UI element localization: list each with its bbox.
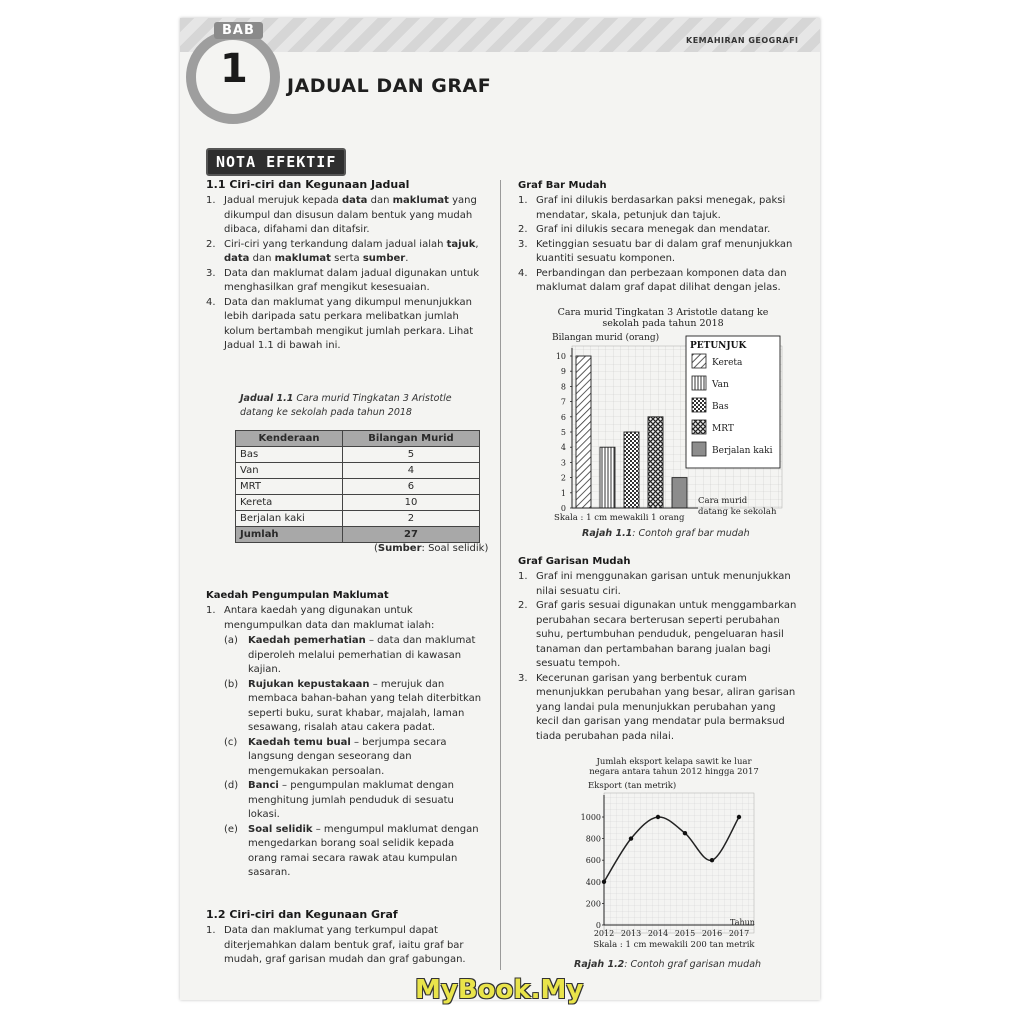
- kaedah-item-text: Kaedah pemerhatian – data dan maklumat diperoleh melalui pemerhatian di kawasan kajian.: [248, 635, 476, 675]
- table-cell: 27: [342, 527, 479, 543]
- legend-swatch: [692, 442, 706, 456]
- bar-chart-ytick: 10: [555, 352, 566, 361]
- list-item-text: Data dan maklumat yang terkumpul dapat diterjemahkan dalam bentuk graf, iaitu graf bar mudah, graf garisan mudah dan graf gabungan.: [224, 925, 466, 965]
- table-cell: 4: [342, 463, 479, 479]
- line-chart-xtick: 2013: [620, 929, 642, 938]
- kaedah-item: [224, 736, 486, 780]
- list-item-text: Graf garis sesuai digunakan untuk menggambarkan perubahan secara berterusan seperti perubahan suhu, pertumbuhan penduduk, pengeluaran hasil tanaman dan pertambahan barang jualan bagi sesuatu tempoh.: [536, 600, 797, 669]
- kaedah-intro-num: 1.: [206, 605, 216, 616]
- line-chart-ytick: 400: [585, 877, 601, 887]
- table-cell: Van: [236, 463, 343, 479]
- bar-chart-ytick: 1: [560, 488, 566, 498]
- legend-swatch: [692, 420, 706, 434]
- table-header: Kenderaan: [236, 431, 343, 447]
- table-cell: 5: [342, 447, 479, 463]
- list-item: [206, 238, 484, 267]
- table-row: [236, 527, 480, 543]
- table-source: (Sumber: Soal selidik): [374, 543, 489, 554]
- line-chart-point-2014: [656, 815, 660, 819]
- bar-chart-title-2: sekolah pada tahun 2018: [602, 318, 724, 329]
- list-item-number: 2.: [518, 600, 528, 611]
- kaedah-intro-text: Antara kaedah yang digunakan untuk mengumpulkan data dan maklumat ialah:: [224, 605, 435, 631]
- legend-label: Van: [712, 380, 729, 390]
- list-item-number: 4.: [206, 296, 216, 308]
- bar-chart-ytick: 3: [560, 458, 566, 468]
- line-chart-point-2015: [683, 831, 687, 835]
- kaedah-item-letter: (a): [224, 635, 238, 646]
- table-caption-label: Jadual 1.1: [240, 393, 294, 404]
- list-item-text: Jadual merujuk kepada data dan maklumat yang dikumpul dan disusun dalam bentuk yang mudah dibaca, difahami dan ditafsir.: [224, 195, 477, 235]
- legend-label: Bas: [712, 402, 729, 412]
- list-item-number: 3.: [518, 672, 528, 684]
- bab-label: BAB: [214, 22, 263, 39]
- bar-chart-scale: Skala : 1 cm mewakili 1 orang: [554, 513, 685, 523]
- line-chart-scale: Skala : 1 cm mewakili 200 tan metrik: [593, 940, 755, 950]
- list-item: [518, 599, 800, 672]
- list-item-text: Graf ini dilukis berdasarkan paksi menegak, paksi mendatar, skala, petunjuk dan tajuk.: [536, 195, 786, 221]
- data-table: [235, 430, 480, 543]
- bar-chart-ytick: 4: [560, 443, 566, 453]
- table-cell: 6: [342, 479, 479, 495]
- line-chart-xtick: 2015: [674, 929, 696, 938]
- graf-bar-list: [518, 194, 798, 296]
- table-row: [236, 447, 480, 463]
- line-chart-ytick: 200: [585, 899, 601, 909]
- line-chart-ylabel: Eksport (tan metrik): [588, 781, 677, 791]
- list-item: [518, 267, 798, 296]
- table-row: [236, 479, 480, 495]
- graf-bar-title: Graf Bar Mudah: [518, 180, 607, 191]
- kaedah-intro: [206, 604, 486, 633]
- bar-chart-ylabel: Bilangan murid (orang): [552, 333, 660, 343]
- kaedah-item-letter: (d): [224, 780, 239, 791]
- section-1-2-list: [206, 924, 476, 968]
- table-row: [236, 495, 480, 511]
- legend-label: Kereta: [712, 358, 743, 368]
- line-chart-ytick: 0: [595, 921, 601, 930]
- list-item: [206, 267, 484, 296]
- table-row: [236, 511, 480, 527]
- bar-chart-ytick: 6: [560, 412, 566, 422]
- chapter-number: 1: [220, 46, 248, 92]
- list-item: [518, 194, 798, 223]
- bar-chart-ytick: 0: [560, 504, 566, 513]
- section-1-1-title: 1.1 Ciri-ciri dan Kegunaan Jadual: [206, 178, 410, 191]
- list-item: [518, 223, 798, 238]
- line-chart-xtick: 2016: [701, 929, 723, 938]
- section-1-2-title: 1.2 Ciri-ciri dan Kegunaan Graf: [206, 908, 398, 921]
- kaedah-item-text: Banci – pengumpulan maklumat dengan menghitung jumlah penduduk di sesuatu lokasi.: [248, 780, 454, 820]
- bar-chart-ytick: 2: [560, 473, 566, 483]
- line-chart-point-2016: [710, 858, 714, 862]
- watermark: MyBook.My: [415, 975, 584, 1005]
- kaedah-item-letter: (c): [224, 736, 238, 748]
- list-item-text: Data dan maklumat yang dikumpul menunjukkan lebih daripada satu perkara melibatkan jumlah kolum bertambah mengikut jumlah perkara. Lihat Jadual 1.1 di bawah ini.: [224, 296, 474, 351]
- table-caption-text: Cara murid Tingkatan 3 Aristotle datang ke sekolah pada tahun 2018: [240, 393, 452, 418]
- list-item-number: 2.: [206, 238, 216, 250]
- header-section-label: KEMAHIRAN GEOGRAFI: [686, 36, 799, 45]
- bar-mrt: [648, 417, 663, 508]
- line-chart-xtick: 2017: [728, 929, 750, 938]
- line-chart-point-2012: [602, 880, 606, 884]
- kaedah-item: [224, 823, 486, 881]
- list-item-text: Kecerunan garisan yang berbentuk curam menunjukkan perubahan yang besar, aliran garisan yang landai pula menunjukkan perubahan yang kecil dan garisan yang mendatar pula bermaksud tiada perubahan pada nilai.: [536, 672, 796, 742]
- legend-swatch: [692, 398, 706, 412]
- bar-chart-title: Cara murid Tingkatan 3 Aristotle datang ke: [557, 307, 769, 318]
- line-chart-point-2017: [737, 815, 741, 819]
- bar-berjalan-kaki: [672, 478, 687, 508]
- graf-garis-list: [518, 570, 800, 744]
- list-item-number: 1.: [206, 925, 216, 936]
- list-item: [206, 194, 484, 238]
- list-item-number: 3.: [206, 267, 216, 279]
- table-cell: Kereta: [236, 495, 343, 511]
- list-item: [206, 296, 484, 354]
- table-caption: [240, 392, 485, 420]
- bar-chart: [538, 304, 788, 526]
- line-chart-ytick: 1000: [580, 813, 601, 822]
- line-chart-ytick: 800: [585, 834, 601, 844]
- section-1-1-list: [206, 194, 484, 354]
- table-cell: Berjalan kaki: [236, 511, 343, 527]
- list-item-number: 2.: [518, 224, 528, 235]
- kaedah-item-text: Soal selidik – mengumpul maklumat dengan mengedarkan borang soal selidik kepada orang ramai secara rawak atau kumpulan sasaran.: [248, 823, 479, 878]
- table-header: Bilangan Murid: [342, 431, 479, 447]
- legend-swatch: [692, 376, 706, 390]
- header-stripe: [180, 18, 820, 52]
- line-chart-point-2013: [629, 836, 633, 840]
- bar-van: [600, 447, 615, 508]
- list-item-number: 4.: [518, 267, 528, 279]
- bar-chart-ytick: 5: [560, 428, 566, 437]
- list-item-text: Graf ini dilukis secara menegak dan mendatar.: [536, 224, 771, 235]
- kaedah-list: [224, 634, 486, 881]
- list-item-text: Perbandingan dan perbezaan komponen data dan maklumat dalam graf dapat dilihat dengan jelas.: [536, 267, 787, 293]
- list-item: [206, 924, 476, 968]
- line-chart-ytick: 600: [585, 856, 601, 866]
- line-chart-gridbg: [604, 793, 754, 933]
- list-item: [518, 672, 800, 745]
- bar-chart-ytick: 8: [560, 382, 566, 392]
- column-divider: [500, 180, 501, 970]
- list-item: [518, 238, 798, 267]
- legend-title: PETUNJUK: [690, 341, 747, 351]
- kaedah-item: [224, 634, 486, 678]
- table-cell: Bas: [236, 447, 343, 463]
- list-item-text: Ketinggian sesuatu bar di dalam graf menunjukkan kuantiti sesuatu komponen.: [536, 238, 793, 264]
- bar-bas: [624, 432, 639, 508]
- table-cell: Jumlah: [236, 527, 343, 543]
- kaedah-title: Kaedah Pengumpulan Maklumat: [206, 590, 389, 601]
- table-source-label: Sumber: [377, 543, 422, 554]
- line-chart-xtick: 2012: [593, 929, 615, 938]
- line-chart-title: Jumlah eksport kelapa sawit ke luar: [596, 757, 752, 767]
- kaedah-item-text: Rujukan kepustakaan – merujuk dan membaca bahan-bahan yang telah diterbitkan seperti buku, surat khabar, majalah, laman sesawang, risalah atau cakera padat.: [248, 678, 482, 733]
- list-item-number: 1.: [518, 571, 528, 582]
- table-cell: 10: [342, 495, 479, 511]
- kaedah-item-letter: (e): [224, 823, 238, 835]
- nota-efektif-badge: NOTA EFEKTIF: [206, 148, 346, 176]
- line-chart: [574, 755, 774, 955]
- legend-label: Berjalan kaki: [712, 446, 773, 456]
- list-item-number: 1.: [518, 195, 528, 206]
- table-cell: 2: [342, 511, 479, 527]
- bar-chart-ytick: 7: [560, 397, 566, 407]
- list-item-number: 1.: [206, 195, 216, 206]
- chapter-title: JADUAL DAN GRAF: [287, 75, 492, 97]
- list-item: [518, 570, 800, 599]
- kaedah-item-letter: (b): [224, 678, 239, 690]
- kaedah-item: [224, 779, 486, 823]
- bar-chart-caption: [582, 528, 750, 539]
- bar-caption-label: Rajah 1.1: [582, 528, 633, 539]
- list-item-text: Ciri-ciri yang terkandung dalam jadual ialah tajuk, data dan maklumat serta sumber.: [224, 238, 479, 264]
- bar-chart-xlabel-2: datang ke sekolah: [698, 507, 777, 517]
- bar-kereta: [576, 356, 591, 508]
- line-chart-xlabel: Tahun: [730, 918, 755, 927]
- kaedah-item: [224, 678, 486, 736]
- bar-caption-text: : Contoh graf bar mudah: [632, 528, 750, 539]
- kaedah-item-text: Kaedah temu bual – berjumpa secara langsung dengan seseorang dan mengemukakan persoalan.: [248, 736, 447, 777]
- list-item-number: 3.: [518, 238, 528, 250]
- line-chart-xtick: 2014: [647, 929, 669, 938]
- table-cell: MRT: [236, 479, 343, 495]
- legend-label: MRT: [712, 424, 734, 434]
- line-caption-label: Rajah 1.2: [574, 959, 625, 970]
- line-caption-text: : Contoh graf garisan mudah: [624, 959, 762, 970]
- list-item-text: Data dan maklumat dalam jadual digunakan untuk menghasilkan graf mengikut kesesuaian.: [224, 267, 480, 293]
- line-chart-caption: [574, 959, 761, 970]
- bar-chart-xlabel: Cara murid: [698, 496, 748, 506]
- bar-chart-ytick: 9: [560, 367, 566, 377]
- legend-swatch: [692, 354, 706, 368]
- graf-garis-title: Graf Garisan Mudah: [518, 556, 631, 567]
- line-chart-title-2: negara antara tahun 2012 hingga 2017: [589, 767, 759, 777]
- table-row: [236, 463, 480, 479]
- table-source-text: : Soal selidik): [421, 543, 489, 554]
- list-item-text: Graf ini menggunakan garisan untuk menunjukkan nilai sesuatu ciri.: [536, 571, 791, 597]
